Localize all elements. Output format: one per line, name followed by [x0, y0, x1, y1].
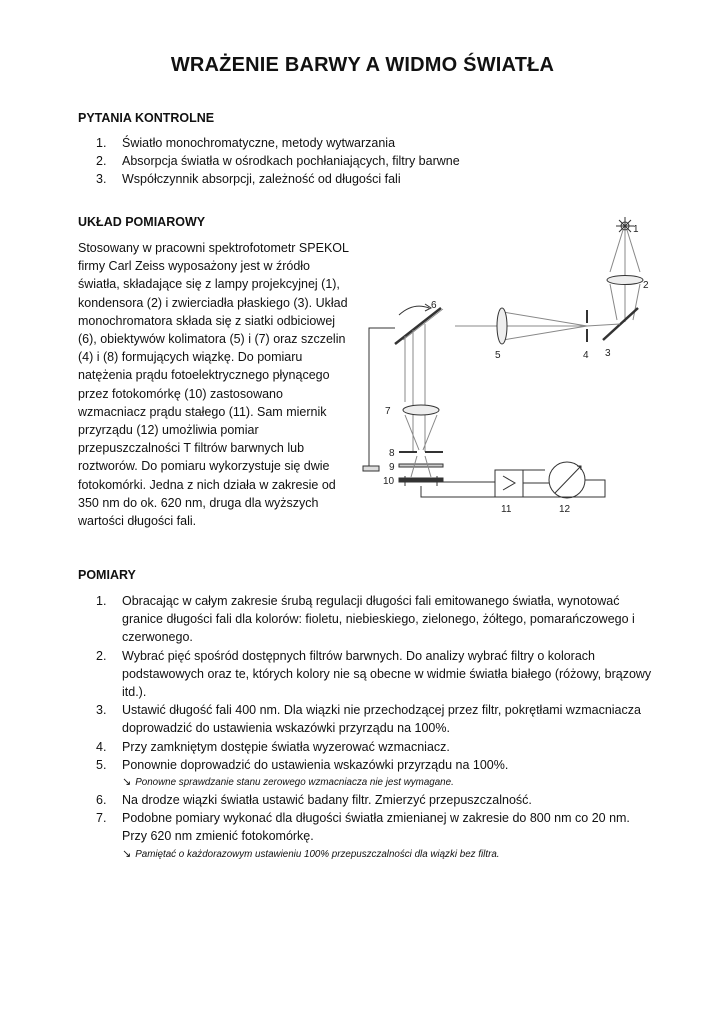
setup-heading: UKŁAD POMIAROWY: [78, 215, 206, 229]
diagram-label: 1: [633, 224, 639, 235]
mirror-icon: [603, 308, 638, 340]
amplifier-icon: [495, 470, 523, 497]
list-item: 5. Ponownie doprowadzić do ustawienia wskazówki przyrządu na 100%. ↘ Ponowne sprawdzanie stanu zerowego wzmacniacza nie jest wymagane.: [96, 756, 656, 791]
diagram-label: 7: [385, 406, 391, 417]
grating-rotation-arrow: [399, 306, 429, 315]
list-item: 4. Przy zamkniętym dostępie światła wyzerować wzmacniacz.: [96, 739, 450, 754]
diagram-label: 2: [643, 280, 649, 291]
list-item: 1. Światło monochromatyczne, metody wytwarzania: [96, 136, 396, 150]
diagram-label: 11: [501, 504, 512, 515]
diagram-label: 4: [583, 350, 589, 361]
setup-paragraph: Stosowany w pracowni spektrofotometr SPEKOL firmy Carl Zeiss wyposażony jest w źródło światła, składające się z lampy projekcyjnej (1), kondensora (2) i zwierciadła płaskiego (3). Układ monochromatora składa się z siatki odbiciowej (6), obiektywów kolimatora (5) i (7) oraz szczelin (4) i (8) formujących wiązkę. Do pomiaru natężenia prądu fotoelektrycznego płynącego przez fotokomórkę (10) zastosowano wzmacniacz prądu stałego (11). Sam miernik przyrządu (12) umożliwia pomiar przepuszczalności T filtrów barwnych lub roztworów. Do pomiaru wykorzystuje się dwie fotokomórki. Jedna z nich działa w zakresie od 350 nm do ok. 620 nm, druga dla wyższych wartości długości fali.: [78, 241, 349, 529]
list-item: 6. Na drodze wiązki światła ustawić badany filtr. Zmierzyć przepuszczalność.: [96, 793, 532, 808]
note-arrow-icon: ↘: [122, 847, 132, 860]
list-item: 2. Absorpcja światła w ośrodkach pochłaniających, filtry barwne: [96, 154, 460, 169]
measurements-heading: POMIARY: [78, 568, 136, 582]
diagram-label: 6: [431, 300, 437, 311]
photocell-icon: [399, 478, 443, 482]
diagram-label: 5: [495, 350, 501, 361]
list-item: 3. Współczynnik absorpcji, zależność od długości fali: [96, 172, 401, 187]
list-item: 3. Ustawić długość fali 400 nm. Dla wiązki nie przechodzącej przez filtr, pokrętłami wzmacniacza doprowadzić do ustawienia wskazówki przyrządu na 100%.: [96, 703, 641, 736]
note: ↘ Ponowne sprawdzanie stanu zerowego wzmacniacza nie jest wymagane.: [122, 776, 454, 789]
diagram-label: 10: [383, 476, 395, 487]
diagram-label: 8: [389, 448, 395, 459]
condenser-lens-icon: [607, 276, 643, 285]
questions-list: [96, 134, 460, 189]
diagram-label: 12: [559, 504, 571, 515]
note-arrow-icon: ↘: [122, 776, 132, 789]
list-item: 7. Podobne pomiary wykonać dla długości światła zmienianej w zakresie do 800 nm co 20 nm. Przy 620 nm zmienić fotokomórkę. ↘ Pamiętać o każdorazowym ustawieniu 100% przepuszczalności dla wiązki bez filtra.: [96, 809, 656, 862]
list-item: 1. Obracając w całym zakresie śrubą regulacji długości fali emitowanego światła, wynotować granice długości fali dla kolorów: fioletu, niebieskiego, zielonego, żółtego, pomarańczowego i czerwonego.: [96, 594, 635, 645]
questions-heading: PYTANIA KONTROLNE: [78, 111, 215, 125]
list-item: 2. Wybrać pięć spośród dostępnych filtrów barwnych. Do analizy wybrać filtry o kolorach podstawowych oraz te, których kolory nie są obecne w widmie światła białego (różowy, brązowy itd.).: [96, 648, 652, 700]
spectrophotometer-diagram: [355, 212, 655, 517]
page-title: WRAŻENIE BARWY A WIDMO ŚWIATŁA: [170, 54, 555, 76]
note: ↘ Pamiętać o każdorazowym ustawieniu 100% przepuszczalności dla wiązki bez filtra.: [122, 847, 500, 860]
collimator-lens-7-icon: [403, 405, 439, 415]
diagram-label: 9: [389, 462, 395, 473]
filter-holder-icon: [399, 464, 443, 467]
collimator-lens-5-icon: [497, 308, 507, 344]
grating-icon: [395, 308, 441, 344]
measurements-list: [96, 592, 656, 863]
diagram-label: 3: [605, 348, 611, 359]
